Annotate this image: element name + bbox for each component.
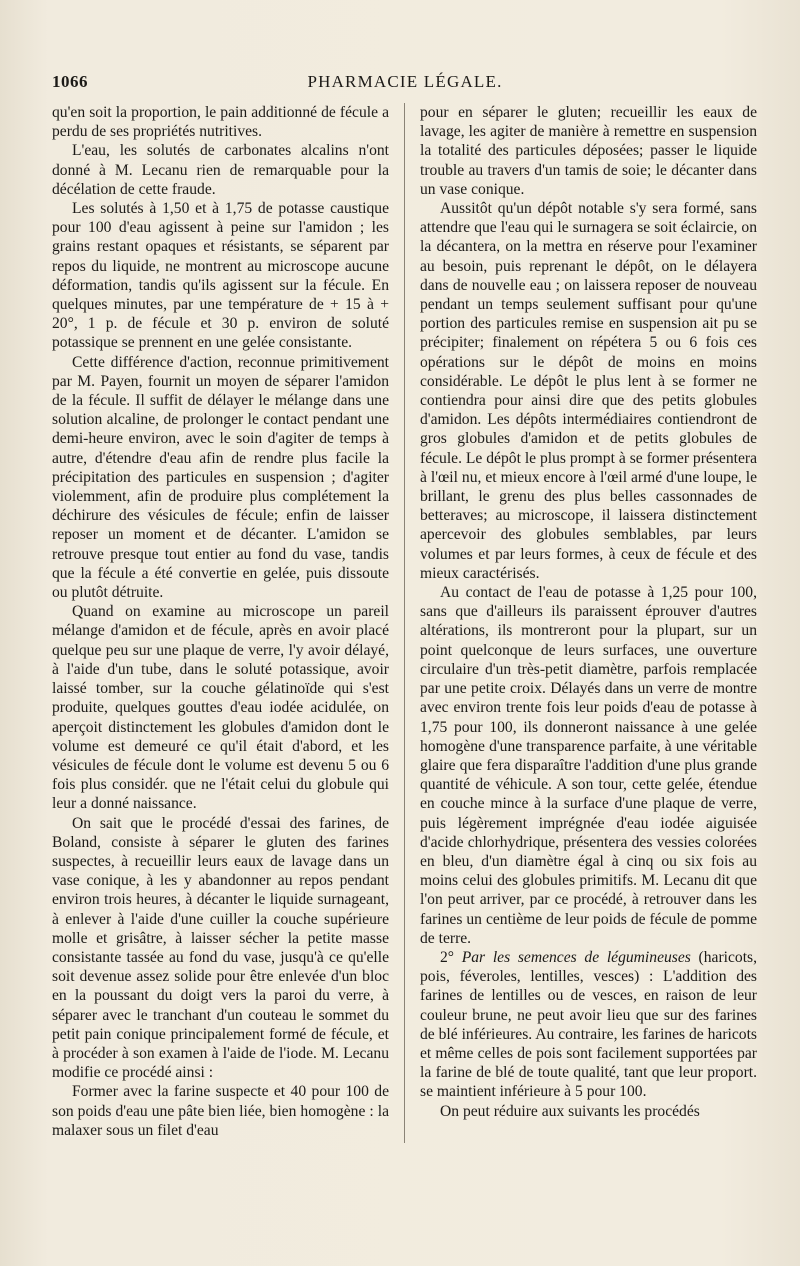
paragraph: Aussitôt qu'un dépôt notable s'y sera formé, sans attendre que l'eau qui le surnagera se soit éclaircie, on la décantera, on la mettra en réserve pour l'examiner au besoin, puis reprenant le dépôt, on le délayera dans de nouvelle eau ; on laissera reposer de nouveau pendant un temps seulement suffisant pour qu'une portion des particules remise en suspension ait pu se précipiter; finalement on répétera 5 ou 6 fois ces opérations sur le dépôt de moins en moins considérable. Le dépôt le plus lent à se former ne contiendra pour ainsi dire que des petits globules d'amidon. Les dépôts intermédiaires contiendront de gros globules d'amidon et de petits globules de fécule. Le dépôt le plus prompt à se former présentera à l'œil nu, et mieux encore à l'œil armé d'une loupe, le brillant, le grenu des plus belles cassonnades de betteraves; au microscope, il laissera distinctement apercevoir des globules semblables, par leurs volumes et par leurs formes, à ceux de fécule et des mieux caractérisés. <box>420 200 757 582</box>
running-title: PHARMACIE LÉGALE. <box>307 72 503 91</box>
column-divider <box>404 103 405 1143</box>
section-number: 2° <box>440 948 462 966</box>
paragraph: Former avec la farine suspecte et 40 pour 100 de son poids d'eau une pâte bien liée, bien homogène : la malaxer sous un filet d'eau <box>52 1083 389 1139</box>
right-column <box>420 103 757 1121</box>
paragraph: L'eau, les solutés de carbonates alcalins n'ont donné à M. Lecanu rien de remarquable pour la décélation de cette fraude. <box>52 142 389 198</box>
paragraph <box>420 948 757 1102</box>
paragraph: Les solutés à 1,50 et à 1,75 de potasse caustique pour 100 d'eau agissent à peine sur l'amidon ; les grains restant opaques et résistants, se séparent par repos du liquide, ne montrent au microscope aucune déformation, tandis qu'ils agissent sur la fécule. En quelques minutes, par une température de + 15 à + 20°, 1 p. de fécule et 30 p. environ de soluté potassique se prennent en une gelée consistante. <box>52 200 389 352</box>
paragraph-text: (haricots, pois, féveroles, lentilles, vesces) : L'addition des farines de lentilles ou de vesces, en raison de leur couleur brune, ne peut avoir lieu que sur des farines de blé inférieures. Au contraire, les farines de haricots et même celles de pois sont facilement supportées par la farine de blé de toute qualité, tant que leur proport. se maintient inférieure à 5 pour 100. <box>420 948 757 1101</box>
section-heading: Par les semences de légumineuses <box>461 948 691 966</box>
page-number: 1066 <box>52 72 88 91</box>
paragraph: On peut réduire aux suivants les procédés <box>440 1102 700 1120</box>
left-column <box>52 103 389 1140</box>
paragraph: Cette différence d'action, reconnue primitivement par M. Payen, fournit un moyen de séparer l'amidon de la fécule. Il suffit de délayer le mélange dans une solution alcaline, de prolonger le contact pendant une demi-heure environ, avec le soin d'agiter de temps à autre, d'étendre d'eau afin de rendre plus facile la précipitation des particules en suspension ; d'agiter violemment, afin de produire plus complétement la déchirure des vésicules de fécule; enfin de laisser reposer un moment et de décanter. L'amidon se retrouve presque tout entier au fond du vase, tandis que la fécule a été convertie en gelée, puis dissoute ou plutôt détruite. <box>52 353 389 602</box>
page-header <box>52 72 758 98</box>
paragraph: qu'en soit la proportion, le pain additionné de fécule a perdu de ses propriétés nutritives. <box>52 104 389 141</box>
paragraph: pour en séparer le gluten; recueillir les eaux de lavage, les agiter de manière à remettre en suspension la totalité des particules déposées; passer le liquide trouble au travers d'un tamis de soie; le décanter dans un vase conique. <box>420 104 757 198</box>
paragraph: Au contact de l'eau de potasse à 1,25 pour 100, sans que d'ailleurs ils paraissent éprouver d'autres altérations, ils montreront pour la plupart, sur un point quelconque de leurs surfaces, une ouverture circulaire d'un très-petit diamètre, parfois remplacée par une petite croix. Délayés dans un verre de montre avec environ trente fois leur poids d'eau de potasse à 1,75 pour 100, ils donneront naissance à une gelée homogène d'une transparence parfaite, à une véritable glaire que fera disparaître l'addition d'une plus grande quantité de véhicule. A son tour, cette gelée, étendue en couche mince à la surface d'une plaque de verre, puis légèrement imprégnée d'eau iodée aiguisée d'acide chlorhydrique, présentera des vessies colorées en bleu, d'un diamètre égal à cinq ou six fois au moins celui des globules primitifs. M. Lecanu dit que l'on peut arriver, par ce procédé, à retrouver dans les farines un centième de leur poids de fécule de pomme de terre. <box>420 584 757 947</box>
paragraph: On sait que le procédé d'essai des farines, de Boland, consiste à séparer le gluten des farines suspectes, à recueillir leurs eaux de lavage dans un vase conique, à les y abandonner au repos pendant environ trois heures, à décanter le liquide surnageant, à enlever à l'aide d'une cuiller la couche supérieure molle et grisâtre, à laisser sécher la petite masse consistante tassée au fond du vase, jusqu'à ce qu'elle soit devenue assez solide pour être enlevée d'un bloc en la poussant du doigt vers la paroi du verre, à séparer avec le tranchant d'un couteau le sommet du petit pain conique principalement formé de fécule, et à procéder à son examen à l'aide de l'iode. M. Lecanu modifie ce procédé ainsi : <box>52 814 389 1082</box>
paragraph: Quand on examine au microscope un pareil mélange d'amidon et de fécule, après en avoir placé quelque peu sur une plaque de verre, l'y avoir délayé, à l'aide d'un tube, dans le soluté potassique, avoir laissé tomber, sur la couche gélatinoïde qui s'est produite, quelques gouttes d'eau iodée acidulée, on aperçoit distinctement les globules d'amidon dont le volume est demeuré ce qu'il était d'abord, et les vésicules de fécule dont le volume est devenu 5 ou 6 fois plus considér. que ne l'était celui du globule qui leur a donné naissance. <box>52 603 389 813</box>
